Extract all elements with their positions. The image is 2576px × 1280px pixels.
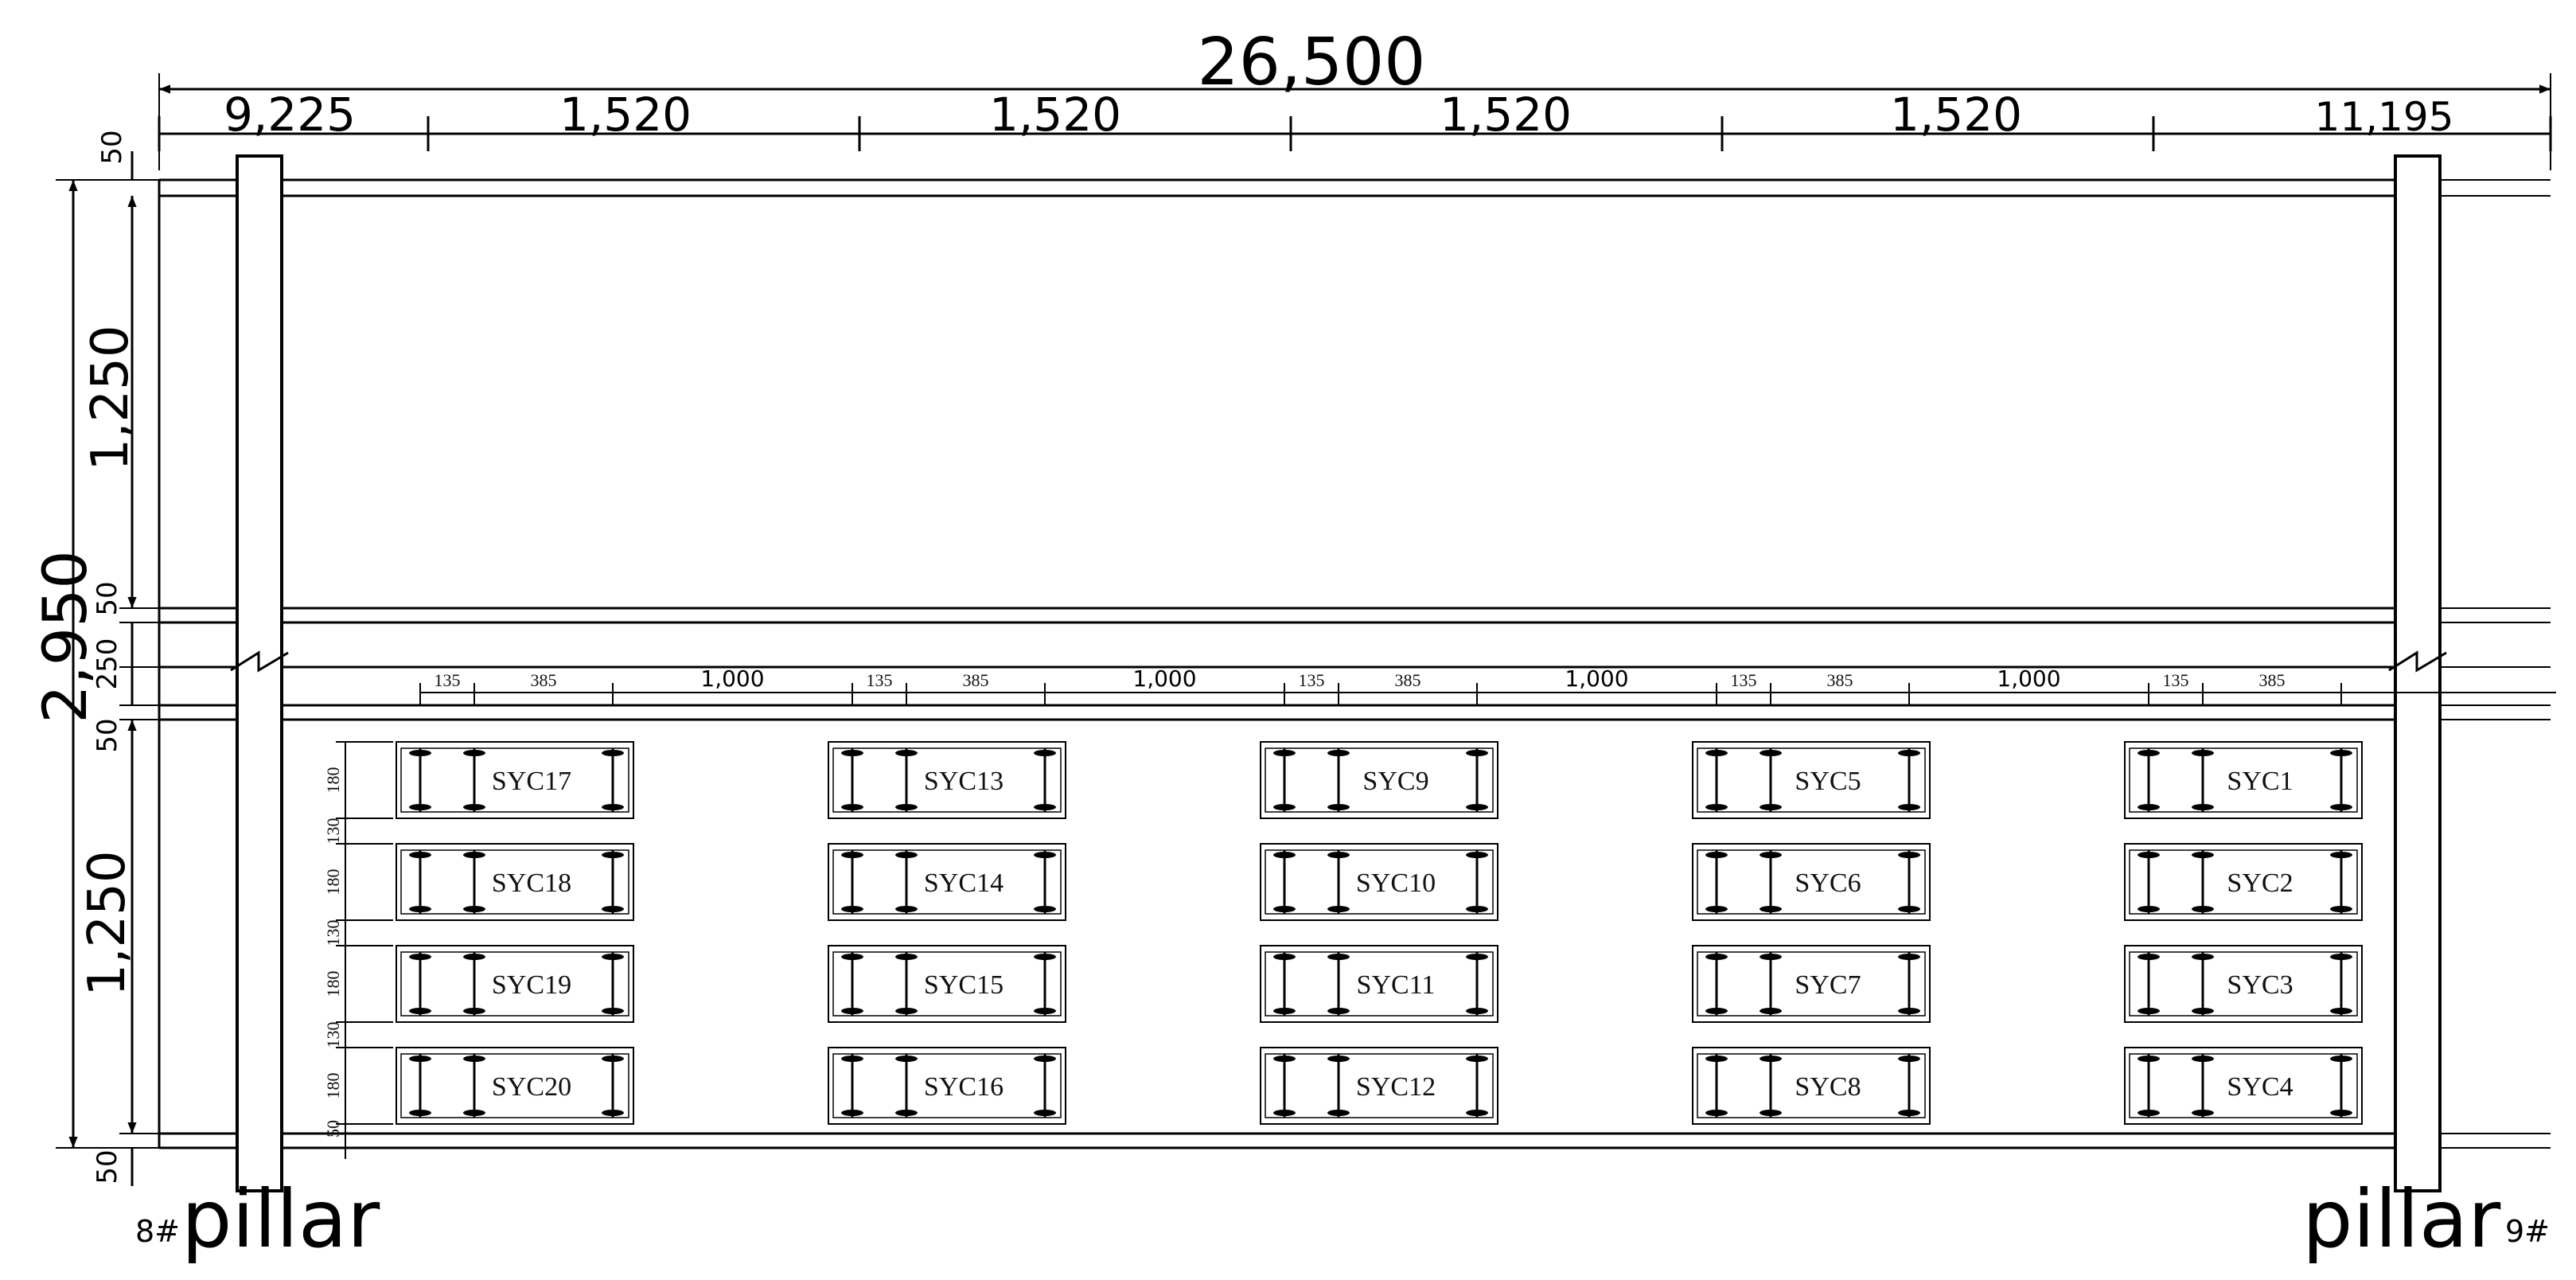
sensor-bolt [409, 852, 431, 858]
sensor-label: SYC3 [2227, 970, 2293, 1000]
top-segment-label-5: 1,520 [1889, 88, 2023, 142]
sensor-label: SYC10 [1355, 868, 1436, 898]
sensor-syc4 [2125, 1048, 2362, 1124]
sensor-bolt [1273, 852, 1296, 858]
sensor-bolt [895, 750, 918, 756]
sensor-bolt [895, 804, 918, 810]
sensor-bolt [602, 954, 624, 960]
sensor-syc16 [828, 1048, 1066, 1124]
sensor-bolt [1705, 1056, 1728, 1062]
col-dim-label: 385 [1826, 670, 1853, 690]
sensor-bolt [1327, 750, 1350, 756]
sensor-bolt [409, 906, 431, 912]
sensor-label: SYC9 [1362, 767, 1429, 796]
sensor-bolt [2330, 1008, 2352, 1014]
sensor-label: SYC19 [491, 970, 572, 1000]
sensor-bolt [2138, 852, 2160, 858]
sensor-bolt [841, 852, 863, 858]
top-segment-dimensions [159, 116, 2551, 151]
sensor-bolt [1273, 906, 1296, 912]
sensor-bolt [1898, 1008, 1920, 1014]
sensor-bolt [1273, 1008, 1296, 1014]
top-segment-label-3: 1,520 [988, 88, 1122, 142]
sensor-syc2 [2125, 844, 2362, 920]
left-dim-bottom-gap: 50 [92, 1149, 123, 1184]
sensor-bolt [841, 906, 863, 912]
sensor-bolt [2192, 750, 2214, 756]
col-dim-label: 385 [1394, 670, 1421, 690]
sensor-bolt [1760, 1110, 1782, 1116]
sensor-label: SYC17 [491, 767, 572, 796]
sensor-bolt [602, 750, 624, 756]
sensor-bolt [1327, 954, 1350, 960]
sensor-bolt [895, 852, 918, 858]
sensor-label: SYC18 [491, 868, 572, 898]
sensor-bolt [2138, 906, 2160, 912]
col-dim-label: 1,000 [1565, 665, 1629, 692]
col-dim-label: 385 [530, 670, 557, 690]
sensor-syc15 [828, 946, 1066, 1022]
pillar-right-number: 9# [2505, 1214, 2551, 1249]
sensor-bolt [1273, 750, 1296, 756]
sensor-bolt [1034, 1008, 1056, 1014]
sensor-bolt [1760, 1056, 1782, 1062]
top-segment-label-6: 11,195 [2314, 94, 2454, 140]
col-dim-label: 135 [1730, 670, 1757, 690]
sensor-bolt [2192, 1110, 2214, 1116]
sensor-bolt [1705, 906, 1728, 912]
col-dim-label: 135 [866, 670, 893, 690]
sensor-bolt [1327, 1110, 1350, 1116]
sensor-bolt [841, 1008, 863, 1014]
sensor-bolt [895, 1110, 918, 1116]
row-dim-label: 180 [323, 970, 343, 997]
overall-height-label: 2,950 [29, 550, 100, 724]
sensor-bolt [1034, 1056, 1056, 1062]
sensor-bolt [463, 750, 485, 756]
sensor-bolt [895, 1008, 918, 1014]
overall-width-dimension [159, 25, 2551, 170]
sensor-bolt [409, 804, 431, 810]
col-dim-label: 135 [1298, 670, 1325, 690]
slab-extension-lines [2435, 180, 2551, 1148]
sensor-label: SYC5 [1795, 767, 1861, 796]
sensor-bolt [602, 906, 624, 912]
sensor-column-dimensions [420, 665, 2556, 705]
sensor-bolt [602, 804, 624, 810]
sensor-syc20 [396, 1048, 633, 1124]
left-dim-band: 250 [92, 638, 123, 690]
sensor-bolt [841, 750, 863, 756]
sensor-bolt [2138, 804, 2160, 810]
row-dim-label: 180 [323, 1072, 343, 1099]
sensor-syc11 [1261, 946, 1498, 1022]
sensor-bolt [1760, 954, 1782, 960]
sensor-bolt [1705, 750, 1728, 756]
sensor-bolt [2192, 1056, 2214, 1062]
sensor-bolt [1760, 906, 1782, 912]
sensor-bolt [1466, 1056, 1488, 1062]
sensor-bolt [463, 1056, 485, 1062]
left-segment-dimensions [119, 151, 159, 1186]
sensor-bolt [2138, 954, 2160, 960]
sensor-bolt [2138, 750, 2160, 756]
sensor-bolt [1466, 750, 1488, 756]
sensor-bolt [1466, 906, 1488, 912]
sensor-bolt [602, 1008, 624, 1014]
sensor-label: SYC1 [2227, 767, 2293, 796]
sensor-bolt [409, 1056, 431, 1062]
sensor-bolt [602, 1110, 624, 1116]
sensor-bolt [2192, 804, 2214, 810]
row-dim-label: 130 [323, 1021, 343, 1048]
sensor-bolt [2330, 852, 2352, 858]
sensor-bolt [463, 906, 485, 912]
sensor-syc7 [1693, 946, 1930, 1022]
sensor-bolt [895, 906, 918, 912]
sensor-bolt [463, 804, 485, 810]
sensor-bolt [1034, 1110, 1056, 1116]
sensor-bolt [2330, 750, 2352, 756]
sensor-bolt [463, 1008, 485, 1014]
sensor-bolt [463, 1110, 485, 1116]
sensor-bolt [1898, 954, 1920, 960]
sensor-bolt [1327, 906, 1350, 912]
sensor-bolt [2192, 852, 2214, 858]
sensor-bolt [841, 1110, 863, 1116]
sensor-bolt [2138, 1008, 2160, 1014]
sensor-label: SYC4 [2227, 1072, 2293, 1102]
sensor-syc14 [828, 844, 1066, 920]
sensor-bolt [1898, 852, 1920, 858]
row-spacing-dimensions [323, 742, 393, 1159]
sensor-bolt [1705, 852, 1728, 858]
sensor-syc8 [1693, 1048, 1930, 1124]
sensor-bolt [2138, 1110, 2160, 1116]
sensor-label: SYC2 [2227, 868, 2293, 898]
col-dim-label: 385 [2258, 670, 2286, 690]
sensor-bolt [2192, 1008, 2214, 1014]
sensor-bolt [1466, 1008, 1488, 1014]
left-dim-mid-gap-a: 50 [92, 581, 123, 616]
pillar-left [231, 156, 288, 1191]
sensor-syc17 [396, 742, 633, 818]
left-dim-top-gap: 50 [96, 130, 128, 165]
sensor-label: SYC12 [1355, 1072, 1436, 1102]
sensor-bolt [409, 750, 431, 756]
sensor-bolt [1273, 1110, 1296, 1116]
col-dim-label: 1,000 [700, 665, 765, 692]
sensor-label: SYC13 [923, 767, 1004, 796]
top-segment-label-2: 1,520 [559, 88, 692, 142]
sensor-bolt [2192, 954, 2214, 960]
sensor-bolt [2330, 804, 2352, 810]
sensor-bolt [895, 954, 918, 960]
row-dim-label: 180 [323, 767, 343, 794]
sensor-bolt [1327, 852, 1350, 858]
row-dim-label: 180 [323, 868, 343, 896]
sensor-bolt [1760, 852, 1782, 858]
sensor-syc6 [1693, 844, 1930, 920]
sensor-bolt [1898, 906, 1920, 912]
sensor-bolt [1273, 1056, 1296, 1062]
sensor-label: SYC16 [923, 1072, 1004, 1102]
sensor-syc18 [396, 844, 633, 920]
pillar-right [2389, 156, 2446, 1191]
row-dim-label: 50 [323, 1120, 343, 1138]
sensor-bolt [1898, 804, 1920, 810]
sensor-bolt [602, 852, 624, 858]
sensor-bolt [1273, 804, 1296, 810]
row-dim-label: 130 [323, 919, 343, 946]
col-dim-label: 1,000 [1997, 665, 2061, 692]
sensor-bolt [2192, 906, 2214, 912]
pillar-left-number: 8# [135, 1214, 181, 1249]
sensor-bolt [1466, 852, 1488, 858]
sensor-label: SYC15 [923, 970, 1004, 1000]
top-segment-label-4: 1,520 [1439, 88, 1572, 142]
sensor-grid [396, 742, 2362, 1124]
pillar-left-label: pillar [181, 1173, 380, 1266]
sensor-syc3 [2125, 946, 2362, 1022]
sensor-bolt [1898, 1110, 1920, 1116]
sensor-bolt [1760, 1008, 1782, 1014]
sensor-bolt [409, 1110, 431, 1116]
sensor-bolt [1760, 750, 1782, 756]
sensor-label: SYC8 [1795, 1072, 1861, 1102]
left-dim-lower-span: 1,250 [78, 850, 137, 997]
sensor-bolt [1898, 750, 1920, 756]
col-dim-label: 1,000 [1132, 665, 1197, 692]
sensor-syc9 [1261, 742, 1498, 818]
sensor-label: SYC14 [923, 868, 1004, 898]
sensor-bolt [841, 804, 863, 810]
sensor-syc12 [1261, 1048, 1498, 1124]
col-dim-label: 385 [962, 670, 989, 690]
sensor-bolt [1034, 906, 1056, 912]
sensor-syc13 [828, 742, 1066, 818]
sensor-bolt [1327, 804, 1350, 810]
sensor-bolt [895, 1056, 918, 1062]
sensor-bolt [1466, 1110, 1488, 1116]
pillar-right-label: pillar [2302, 1173, 2501, 1266]
sensor-bolt [1705, 804, 1728, 810]
sensor-bolt [2330, 906, 2352, 912]
sensor-bolt [409, 954, 431, 960]
sensor-bolt [1273, 954, 1296, 960]
sensor-label: SYC6 [1795, 868, 1861, 898]
sensor-bolt [2330, 1110, 2352, 1116]
sensor-label: SYC7 [1795, 970, 1861, 1000]
sensor-bolt [602, 1056, 624, 1062]
row-dim-label: 130 [323, 818, 343, 845]
top-segment-label-1: 9,225 [223, 88, 357, 142]
col-dim-label: 135 [2162, 670, 2189, 690]
sensor-bolt [841, 1056, 863, 1062]
sensor-bolt [2330, 954, 2352, 960]
sensor-bolt [1034, 750, 1056, 756]
sensor-syc1 [2125, 742, 2362, 818]
sensor-bolt [1898, 1056, 1920, 1062]
sensor-bolt [1034, 954, 1056, 960]
sensor-bolt [1705, 1110, 1728, 1116]
sensor-syc10 [1261, 844, 1498, 920]
sensor-bolt [1466, 954, 1488, 960]
sensor-bolt [463, 954, 485, 960]
sensor-syc19 [396, 946, 633, 1022]
sensor-bolt [1466, 804, 1488, 810]
sensor-bolt [409, 1008, 431, 1014]
sensor-bolt [1760, 804, 1782, 810]
sensor-bolt [1705, 1008, 1728, 1014]
sensor-syc5 [1693, 742, 1930, 818]
col-dim-label: 135 [434, 670, 461, 690]
sensor-bolt [1034, 804, 1056, 810]
sensor-label: SYC11 [1356, 970, 1436, 1000]
sensor-bolt [1034, 852, 1056, 858]
sensor-bolt [1705, 954, 1728, 960]
sensor-bolt [2330, 1056, 2352, 1062]
sensor-bolt [1327, 1008, 1350, 1014]
left-dim-upper-span: 1,250 [81, 325, 140, 471]
left-dim-mid-gap-b: 50 [92, 718, 123, 753]
sensor-label: SYC20 [491, 1072, 572, 1102]
sensor-bolt [1327, 1056, 1350, 1062]
sensor-bolt [2138, 1056, 2160, 1062]
sensor-bolt [841, 954, 863, 960]
overall-width-label: 26,500 [1197, 25, 1426, 100]
sensor-bolt [463, 852, 485, 858]
